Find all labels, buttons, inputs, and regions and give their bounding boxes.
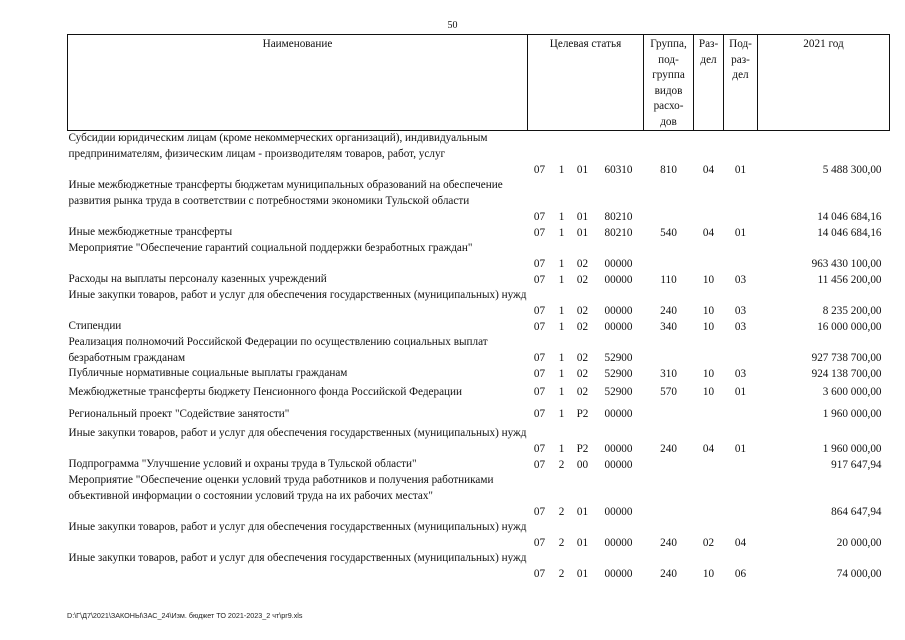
row-section — [694, 457, 724, 473]
row-group: 340 — [660, 320, 677, 333]
row-target-c1: 07 — [533, 210, 546, 223]
row-group: 240 — [660, 442, 677, 455]
row-group: 570 — [660, 386, 677, 399]
row-section: 04 — [702, 442, 715, 455]
row-amount: 5 488 300,00 — [822, 163, 882, 176]
row-subsection — [724, 473, 758, 520]
row-subsection: 01 — [734, 226, 747, 239]
row-target-c2: 1 — [558, 351, 565, 364]
row-target-c1: 07 — [533, 367, 546, 380]
row-target-c1: 07 — [533, 458, 546, 471]
table-row — [68, 551, 890, 582]
row-section: 10 — [702, 320, 715, 333]
row-target-c1: 07 — [533, 351, 546, 364]
table-row — [68, 382, 890, 404]
row-section: 10 — [702, 567, 715, 580]
row-target-c3: 02 — [576, 386, 589, 399]
row-amount: 14 046 684,16 — [817, 226, 882, 239]
table-row — [68, 225, 890, 241]
file-path-footer: D:\Г\Д7\2021\ЗАКОНЫ\ЗАС_24\Изм. бюджет ТО 2021-2023_2 чт\pr9.xls — [67, 611, 303, 620]
row-subsection: 03 — [734, 273, 747, 286]
row-target-c4: 00000 — [604, 304, 633, 317]
row-section — [694, 473, 724, 520]
row-target-c1: 07 — [533, 257, 546, 270]
row-target-c2: 2 — [558, 567, 565, 580]
table-row — [68, 335, 890, 366]
row-subsection: 03 — [734, 304, 747, 317]
row-name: Мероприятие "Обеспечение оценки условий труда работников и получения работниками объективной информации о состоянии условий труда на их рабочих местах" — [68, 474, 494, 502]
row-target-c3: 02 — [576, 320, 589, 333]
row-subsection: 01 — [734, 386, 747, 399]
row-target-c1: 07 — [533, 408, 546, 421]
row-subsection — [724, 404, 758, 426]
row-target-c2: 1 — [558, 273, 565, 286]
row-subsection: 01 — [734, 442, 747, 455]
row-target-c3: 01 — [576, 210, 589, 223]
row-amount: 20 000,00 — [836, 536, 882, 549]
row-target-c2: 1 — [558, 320, 565, 333]
row-amount: 11 456 200,00 — [817, 273, 882, 286]
row-target-c4: 80210 — [604, 226, 633, 239]
row-target-c4: 52900 — [604, 386, 633, 399]
row-group — [644, 178, 694, 225]
row-target-c2: 1 — [558, 442, 565, 455]
row-name: Иные закупки товаров, работ и услуг для обеспечения государственных (муниципальных) нужд — [68, 289, 527, 301]
row-name: Субсидии юридическим лицам (кроме некоммерческих организаций), индивидуальным предпринимателям, физическим лицам - производителям товаров, работ, услуг — [68, 132, 488, 160]
row-group: 310 — [660, 367, 677, 380]
row-amount: 74 000,00 — [836, 567, 882, 580]
header-name: Наименование — [68, 35, 528, 131]
row-group: 240 — [660, 304, 677, 317]
row-group — [644, 335, 694, 366]
table-row — [68, 404, 890, 426]
row-subsection: 03 — [734, 367, 747, 380]
row-target-c3: 01 — [576, 567, 589, 580]
row-subsection: 04 — [734, 536, 747, 549]
row-target-c2: 1 — [558, 226, 565, 239]
row-target-c1: 07 — [533, 386, 546, 399]
row-group: 110 — [660, 273, 677, 286]
row-target-c2: 1 — [558, 163, 565, 176]
row-group — [644, 457, 694, 473]
row-subsection — [724, 457, 758, 473]
row-name: Расходы на выплаты персоналу казенных учреждений — [68, 273, 327, 285]
row-target-c1: 07 — [533, 536, 546, 549]
row-group — [644, 404, 694, 426]
row-amount: 16 000 000,00 — [817, 320, 882, 333]
header-target: Целевая статья — [528, 35, 644, 131]
row-amount: 8 235 200,00 — [822, 304, 882, 317]
budget-table-frame — [67, 34, 889, 582]
row-name: Подпрограмма "Улучшение условий и охраны труда в Тульской области" — [68, 458, 417, 470]
row-section: 10 — [702, 304, 715, 317]
table-row — [68, 520, 890, 551]
row-target-c4: 00000 — [604, 320, 633, 333]
row-target-c2: 1 — [558, 210, 565, 223]
row-group: 540 — [660, 226, 677, 239]
row-subsection: 03 — [734, 320, 747, 333]
row-section — [694, 404, 724, 426]
row-target-c1: 07 — [533, 442, 546, 455]
table-row — [68, 473, 890, 520]
row-target-c3: 00 — [576, 458, 589, 471]
row-section: 10 — [702, 367, 715, 380]
row-target-c4: 80210 — [604, 210, 633, 223]
row-section: 04 — [702, 226, 715, 239]
row-target-c4: 00000 — [604, 536, 633, 549]
row-group: 240 — [660, 536, 677, 549]
row-subsection: 01 — [734, 163, 747, 176]
row-target-c3: 01 — [576, 505, 589, 518]
row-amount: 864 647,94 — [831, 505, 882, 518]
row-name: Иные закупки товаров, работ и услуг для обеспечения государственных (муниципальных) нужд — [68, 552, 527, 564]
row-amount: 917 647,94 — [831, 458, 882, 471]
row-target-c2: 1 — [558, 304, 565, 317]
row-target-c4: 00000 — [604, 442, 633, 455]
row-section — [694, 178, 724, 225]
table-row — [68, 319, 890, 335]
row-amount: 3 600 000,00 — [822, 386, 882, 399]
row-target-c3: 01 — [576, 226, 589, 239]
table-row — [68, 457, 890, 473]
table-body — [68, 131, 890, 583]
row-target-c1: 07 — [533, 567, 546, 580]
row-target-c4: 52900 — [604, 351, 633, 364]
table-row — [68, 426, 890, 457]
row-target-c1: 07 — [533, 505, 546, 518]
row-group: 810 — [660, 163, 677, 176]
row-name: Реализация полномочий Российской Федерации по осуществлению социальных выплат безработным гражданам — [68, 336, 488, 364]
row-section: 04 — [702, 163, 715, 176]
row-name: Иные закупки товаров, работ и услуг для обеспечения государственных (муниципальных) нужд — [68, 521, 527, 533]
row-subsection — [724, 335, 758, 366]
header-year: 2021 год — [758, 35, 890, 131]
table-row — [68, 241, 890, 272]
row-amount: 924 138 700,00 — [811, 367, 882, 380]
row-section — [694, 241, 724, 272]
row-name: Публичные нормативные социальные выплаты гражданам — [68, 367, 348, 379]
table-row — [68, 366, 890, 382]
row-amount: 14 046 684,16 — [817, 210, 882, 223]
row-target-c4: 00000 — [604, 505, 633, 518]
row-target-c4: 00000 — [604, 408, 633, 421]
table-header-row — [68, 35, 890, 131]
row-amount: 927 738 700,00 — [811, 351, 882, 364]
row-target-c4: 00000 — [604, 257, 633, 270]
row-section — [694, 335, 724, 366]
row-target-c3: 02 — [576, 304, 589, 317]
row-name: Иные межбюджетные трансферты бюджетам муниципальных образований на обеспечение развития рынка труда в соответствии с потребностями экономики Тульской области — [68, 179, 503, 207]
table-row — [68, 272, 890, 288]
row-target-c1: 07 — [533, 320, 546, 333]
row-target-c3: 02 — [576, 273, 589, 286]
row-subsection: 06 — [734, 567, 747, 580]
row-target-c2: 2 — [558, 458, 565, 471]
table-row — [68, 131, 890, 179]
page-number: 50 — [447, 20, 458, 31]
row-target-c3: 02 — [576, 351, 589, 364]
row-target-c3: 01 — [576, 536, 589, 549]
row-name: Межбюджетные трансферты бюджету Пенсионного фонда Российской Федерации — [68, 386, 463, 399]
row-amount: 1 960 000,00 — [822, 408, 882, 421]
row-target-c4: 00000 — [604, 458, 633, 471]
row-target-c4: 00000 — [604, 567, 633, 580]
row-amount: 1 960 000,00 — [822, 442, 882, 455]
row-section: 10 — [702, 273, 715, 286]
row-subsection — [724, 178, 758, 225]
row-target-c3: P2 — [576, 442, 589, 455]
row-target-c4: 60310 — [604, 163, 633, 176]
row-target-c4: 00000 — [604, 273, 633, 286]
row-target-c2: 2 — [558, 536, 565, 549]
header-section: Раз- дел — [694, 35, 724, 131]
row-name: Региональный проект "Содействие занятости" — [68, 408, 290, 421]
table-row — [68, 288, 890, 319]
row-name: Мероприятие "Обеспечение гарантий социальной поддержки безработных граждан" — [68, 242, 473, 254]
row-target-c2: 2 — [558, 505, 565, 518]
row-subsection — [724, 241, 758, 272]
header-subsection: Под- раз- дел — [724, 35, 758, 131]
row-section: 02 — [702, 536, 715, 549]
row-target-c1: 07 — [533, 163, 546, 176]
row-name: Стипендии — [68, 320, 122, 332]
table-row — [68, 178, 890, 225]
row-amount: 963 430 100,00 — [811, 257, 882, 270]
budget-table — [67, 34, 890, 582]
row-target-c1: 07 — [533, 226, 546, 239]
row-name: Иные межбюджетные трансферты — [68, 226, 233, 238]
row-target-c3: 02 — [576, 257, 589, 270]
row-target-c1: 07 — [533, 273, 546, 286]
row-target-c2: 1 — [558, 367, 565, 380]
row-target-c3: 01 — [576, 163, 589, 176]
row-target-c3: P2 — [576, 408, 589, 421]
row-target-c2: 1 — [558, 408, 565, 421]
row-target-c3: 02 — [576, 367, 589, 380]
row-target-c1: 07 — [533, 304, 546, 317]
row-group — [644, 473, 694, 520]
row-section: 10 — [702, 386, 715, 399]
row-target-c4: 52900 — [604, 367, 633, 380]
row-target-c2: 1 — [558, 386, 565, 399]
row-group — [644, 241, 694, 272]
row-target-c2: 1 — [558, 257, 565, 270]
header-group: Группа, под- группа видов расхо- дов — [644, 35, 694, 131]
row-name: Иные закупки товаров, работ и услуг для обеспечения государственных (муниципальных) нужд — [68, 427, 527, 439]
row-group: 240 — [660, 567, 677, 580]
